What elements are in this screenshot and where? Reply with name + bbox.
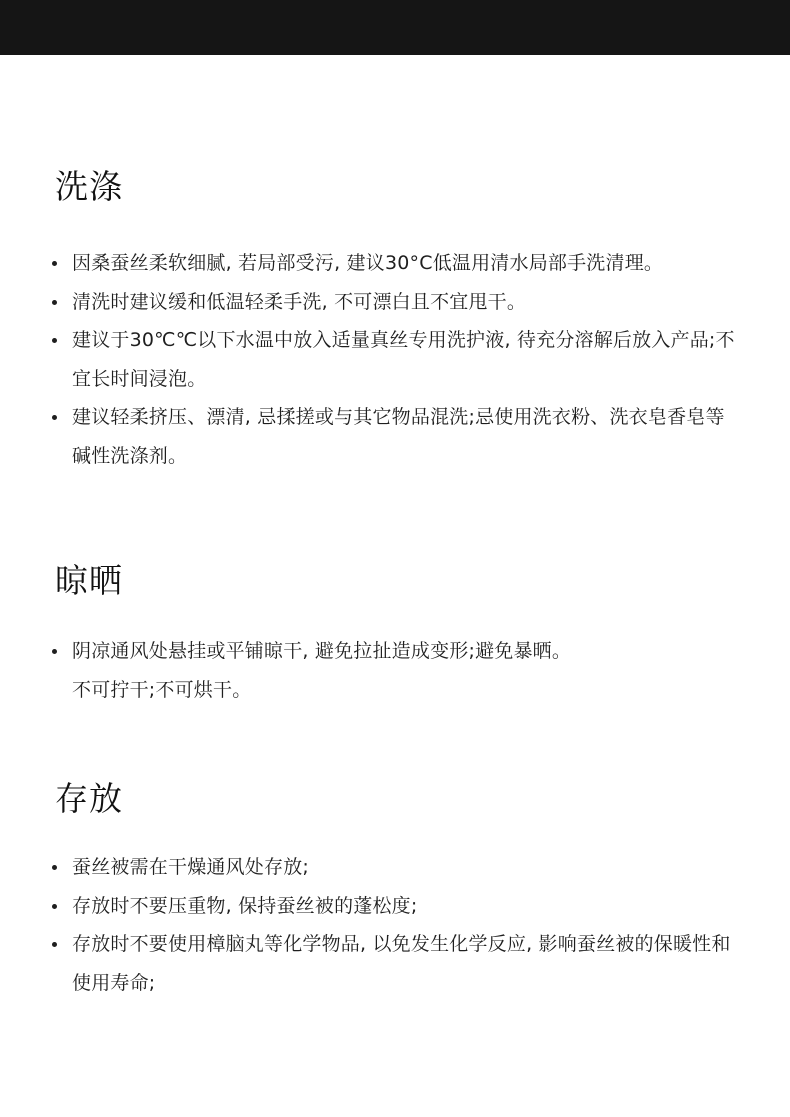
- bullet-dot-icon: [52, 649, 57, 654]
- section-title-storage: 存放: [55, 779, 123, 818]
- bullet-dot-icon: [52, 942, 57, 947]
- bullet-dot-icon: [52, 865, 57, 870]
- bullet-dot-icon: [52, 261, 57, 266]
- list-item-text: 阴凉通风处悬挂或平铺晾干, 避免拉扯造成变形;避免暴晒。 不可拧干;不可烘干。: [72, 640, 572, 701]
- list-item: [50, 848, 740, 887]
- list-item-text: 清洗时建议缓和低温轻柔手洗, 不可漂白且不宜甩干。: [72, 290, 527, 313]
- list-item-text: 建议于30℃℃以下水温中放入适量真丝专用洗护液, 待充分溶解后放入产品;不宜长时间浸泡。: [72, 329, 735, 390]
- drying-list: [50, 632, 740, 709]
- storage-list: [50, 848, 740, 1002]
- list-item-text: 存放时不要压重物, 保持蚕丝被的蓬松度;: [72, 894, 418, 917]
- list-item: [50, 632, 740, 709]
- list-item: [50, 283, 740, 322]
- bullet-dot-icon: [52, 338, 57, 343]
- bullet-dot-icon: [52, 415, 57, 420]
- list-item: [50, 398, 740, 475]
- top-banner: [0, 0, 790, 55]
- list-item-text: 存放时不要使用樟脑丸等化学物品, 以免发生化学反应, 影响蚕丝被的保暖性和使用寿命;: [72, 933, 731, 994]
- section-title-washing: 洗涤: [55, 167, 123, 206]
- bullet-dot-icon: [52, 300, 57, 305]
- list-item: [50, 321, 740, 398]
- list-item-text: 因桑蚕丝柔软细腻, 若局部受污, 建议30°C低温用清水局部手洗清理。: [72, 252, 664, 274]
- list-item: [50, 925, 740, 1002]
- section-title-drying: 晾晒: [55, 561, 123, 600]
- list-item-text: 建议轻柔挤压、漂清, 忌揉搓或与其它物品混洗;忌使用洗衣粉、洗衣皂香皂等碱性洗涤剂。: [72, 406, 725, 467]
- list-item: [50, 887, 740, 926]
- list-item: [50, 244, 740, 283]
- list-item-text: 蚕丝被需在干燥通风处存放;: [72, 856, 310, 878]
- bullet-dot-icon: [52, 904, 57, 909]
- washing-list: [50, 244, 740, 475]
